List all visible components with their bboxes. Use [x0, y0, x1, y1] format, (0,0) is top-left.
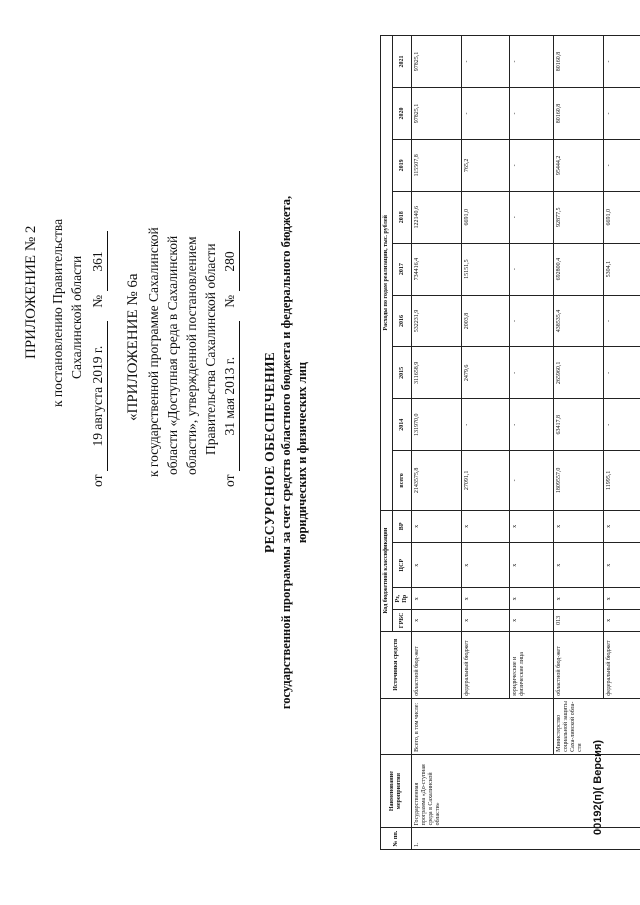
appendix-date: 19 августа 2019 г. — [88, 321, 108, 471]
table-header-row-1 — [381, 36, 393, 850]
header-year: 2017 — [393, 243, 412, 295]
row-value: - — [462, 399, 510, 451]
row-value: 532231,9 — [412, 295, 462, 347]
header-spend: Расходы по годам реализации, тыс. рублей — [381, 36, 393, 511]
row-csr: x — [604, 543, 640, 588]
old-appendix-from-label: от — [222, 474, 237, 487]
row-value: 115507,8 — [412, 139, 462, 191]
row-name: Государственная программа «До-ступная среда в Сахалинской области» — [412, 754, 640, 828]
old-appendix-line2: области «Доступная среда в Сахалинской — [165, 235, 180, 475]
row-rzpr: x — [462, 588, 510, 610]
header-num: № пп. — [381, 828, 412, 850]
row-value: 97825,1 — [412, 36, 462, 88]
appendix-line1: к постановлению Правительства — [50, 218, 65, 407]
appendix-line2: Сахалинской области — [69, 255, 84, 379]
row-value: - — [510, 191, 554, 243]
row-value: 734416,4 — [412, 243, 462, 295]
row-source: областной бюд-жет — [554, 631, 604, 698]
row-rzpr: x — [604, 588, 640, 610]
heading-line2: государственной программы за счет средств областного бюджета и федерального бюджета, — [279, 195, 293, 710]
row-vr: x — [412, 510, 462, 542]
footer-version: 00192(п)( Версия) — [592, 739, 604, 835]
header-source: Источники средств — [381, 631, 412, 698]
row-source: федеральный бюджет — [462, 631, 510, 698]
appendix-num-sign: № — [90, 294, 105, 308]
row-value: 692800,4 — [554, 243, 604, 295]
row-value: 92877,5 — [554, 191, 604, 243]
row-value: 11995,1 — [604, 451, 640, 510]
row-value: - — [604, 295, 640, 347]
row-value: - — [462, 88, 510, 140]
header-year: 2018 — [393, 191, 412, 243]
row-value: - — [604, 139, 640, 191]
row-value: 15151,5 — [462, 243, 510, 295]
row-grbs: x — [604, 610, 640, 632]
header-year: 2020 — [393, 88, 412, 140]
table-row — [554, 36, 604, 850]
old-appendix-number: 280 — [220, 232, 240, 292]
header-grbs: ГРБС — [393, 610, 412, 632]
header-sub — [381, 698, 412, 754]
row-value: - — [510, 451, 554, 510]
row-csr: x — [462, 543, 510, 588]
row-sub: Министерство социальной защиты Саха-линской обла-сти — [554, 698, 640, 754]
header-vr: ВР — [393, 510, 412, 542]
row-grbs: x — [462, 610, 510, 632]
row-vr: x — [462, 510, 510, 542]
document-heading — [262, 0, 310, 905]
row-vr: x — [554, 510, 604, 542]
row-rzpr: x — [412, 588, 462, 610]
row-value: 27091,1 — [462, 451, 510, 510]
table-row — [412, 36, 462, 850]
row-value: - — [510, 36, 554, 88]
old-appendix-num-sign: № — [222, 294, 237, 308]
row-source: областной бюд-жет — [412, 631, 462, 698]
row-value: - — [604, 347, 640, 399]
header-total: всего — [393, 451, 412, 510]
row-value: 131970,0 — [412, 399, 462, 451]
row-value: 2479,6 — [462, 347, 510, 399]
old-appendix-date: 31 мая 2013 г. — [220, 321, 240, 471]
old-appendix-line3: области», утвержденной постановлением — [184, 236, 199, 475]
row-sub: Всего, в том числе: — [412, 698, 554, 754]
row-value: 6691,0 — [462, 191, 510, 243]
old-appendix-line1: к государственной программе Сахалинской — [146, 227, 161, 477]
row-value: - — [510, 88, 554, 140]
appendix-number: 361 — [88, 232, 108, 292]
row-value: - — [462, 36, 510, 88]
resource-table — [380, 35, 640, 850]
row-value: 97825,1 — [412, 88, 462, 140]
heading-line3: юридических и физических лиц — [295, 361, 309, 544]
old-appendix-line4: Правительства Сахалинской области — [203, 243, 218, 455]
header-year: 2019 — [393, 139, 412, 191]
row-value: 265960,1 — [554, 347, 604, 399]
row-rzpr: x — [554, 588, 604, 610]
old-appendix-title: «ПРИЛОЖЕНИЕ № 6а — [125, 273, 141, 421]
row-value: 95444,2 — [554, 139, 604, 191]
header-rzpr: Рз, Пр — [393, 588, 412, 610]
row-source: федеральный бюджет — [604, 631, 640, 698]
row-csr: x — [412, 543, 462, 588]
row-value: - — [510, 347, 554, 399]
row-value: - — [604, 399, 640, 451]
appendix-from-label: от — [90, 474, 105, 487]
row-value: 5304,1 — [604, 243, 640, 295]
row-csr: x — [554, 543, 604, 588]
row-value: 122140,6 — [412, 191, 462, 243]
row-value: 6691,0 — [604, 191, 640, 243]
header-name: Наименование мероприятия — [381, 754, 412, 828]
appendix-title: ПРИЛОЖЕНИЕ № 2 — [23, 225, 39, 359]
row-grbs: x — [510, 610, 554, 632]
row-value: 765,2 — [462, 139, 510, 191]
header-year: 2014 — [393, 399, 412, 451]
row-value: - — [604, 36, 640, 88]
row-value: 311658,9 — [412, 347, 462, 399]
header-code: Код бюджетной классификации — [381, 510, 393, 631]
row-source: юридические и физические лица — [510, 631, 554, 698]
header-csr: ЦСР — [393, 543, 412, 588]
appendix-date-row — [88, 232, 108, 488]
row-value: 1809557,0 — [554, 451, 604, 510]
header-year: 2021 — [393, 36, 412, 88]
row-value: - — [510, 139, 554, 191]
row-value: 438535,4 — [554, 295, 604, 347]
row-value: 2003,8 — [462, 295, 510, 347]
row-vr: x — [604, 510, 640, 542]
row-vr: x — [510, 510, 554, 542]
row-value: - — [510, 295, 554, 347]
heading-line1: РЕСУРСНОЕ ОБЕСПЕЧЕНИЕ — [262, 351, 277, 554]
row-grbs: x — [412, 610, 462, 632]
row-value: - — [510, 399, 554, 451]
row-value: 2143575,8 — [412, 451, 462, 510]
row-rzpr: x — [510, 588, 554, 610]
row-value: 80160,8 — [554, 36, 604, 88]
row-csr: x — [510, 543, 554, 588]
row-value: 63417,8 — [554, 399, 604, 451]
header-year: 2016 — [393, 295, 412, 347]
row-value: - — [604, 88, 640, 140]
row-grbs: 013 — [554, 610, 604, 632]
header-year: 2015 — [393, 347, 412, 399]
row-value: - — [510, 243, 554, 295]
old-appendix-date-row — [220, 232, 240, 488]
row-value: 80160,8 — [554, 88, 604, 140]
row-num: 1. — [412, 828, 640, 850]
